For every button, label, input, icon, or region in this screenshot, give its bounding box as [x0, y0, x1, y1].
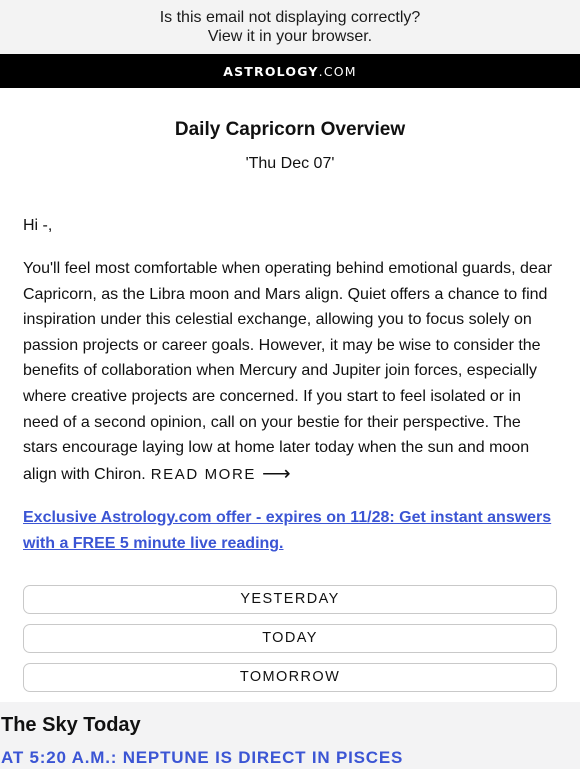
preheader-line-2: View it in your browser.	[207, 28, 373, 45]
horoscope-text: You'll feel most comfortable when operating behind emotional guards, dear Capricorn, as the Libra moon and Mars align. Quiet offers a chance to find inspiration under this celestial exchange, allowing you to focus solely on passion projects or career goals. However, it may be wise to consider the benefits of collaboration when Mercury and Jupiter join forces, especially where creative projects are concerned. If you start to feel isolated or in need of a second opinion, call on your bestie for their perspective. The stars encourage laying low at home later today when the sun and moon align with Chiron.	[23, 260, 553, 483]
logo-text-bold: ASTROLOGY	[223, 63, 319, 79]
sky-event-heading: AT 5:20 A.M.: NEPTUNE IS DIRECT IN PISCES	[1, 748, 404, 768]
today-button[interactable]: TODAY	[23, 624, 557, 653]
horoscope-body	[0, 256, 580, 487]
sky-today-section	[0, 702, 580, 769]
preheader	[0, 0, 580, 54]
arrow-right-icon: ⟶	[261, 462, 291, 485]
read-more-label: READ MORE	[150, 465, 256, 483]
greeting: Hi -,	[23, 217, 53, 234]
sky-today-heading: The Sky Today	[1, 714, 141, 737]
astrology-logo[interactable]	[223, 64, 357, 79]
preheader-line-1: Is this email not displaying correctly?	[159, 9, 421, 26]
offer-link[interactable]: Exclusive Astrology.com offer - expires on 11/28: Get instant answers with a FREE 5 minute live reading.	[23, 509, 552, 553]
day-navigation	[0, 585, 580, 692]
overview-date: 'Thu Dec 07'	[245, 155, 335, 172]
view-in-browser-link[interactable]	[0, 8, 580, 46]
tomorrow-button[interactable]: TOMORROW	[23, 663, 557, 692]
brand-bar	[0, 54, 580, 88]
yesterday-button[interactable]: YESTERDAY	[23, 585, 557, 614]
page-title: Daily Capricorn Overview	[174, 119, 406, 140]
logo-text-light: .COM	[318, 63, 357, 79]
read-more-link[interactable]	[151, 461, 291, 488]
